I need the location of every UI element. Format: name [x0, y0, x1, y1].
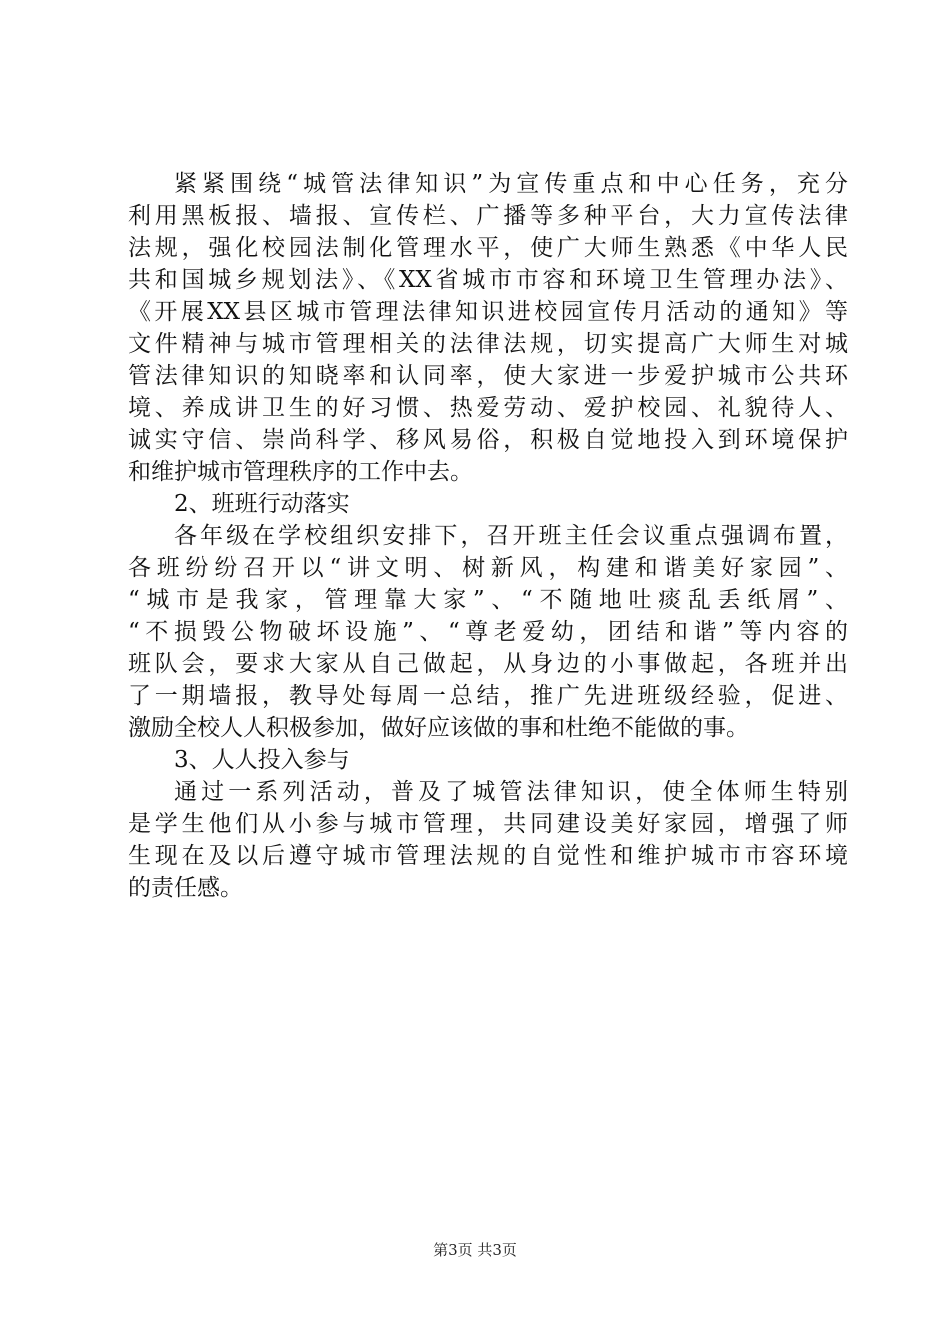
- paragraph-line: “不损毁公物破坏设施”、“尊老爱幼，团结和谐”等内容的: [128, 619, 848, 645]
- paragraph-line: 管法律知识的知晓率和认同率，使大家进一步爱护城市公共环: [128, 363, 848, 389]
- paragraph-line: 利用黑板报、墙报、宣传栏、广播等多种平台，大力宣传法律: [128, 203, 848, 229]
- paragraph-line: 通过一系列活动，普及了城管法律知识，使全体师生特别: [174, 779, 848, 805]
- paragraph-line: 各班纷纷召开以“讲文明、树新风，构建和谐美好家园”、: [128, 555, 848, 581]
- paragraph-line: 了一期墙报，教导处每周一总结，推广先进班级经验，促进、: [128, 683, 848, 709]
- document-body: [128, 168, 848, 904]
- paragraph-line: 境、养成讲卫生的好习惯、热爱劳动、爱护校园、礼貌待人、: [128, 395, 848, 421]
- section-heading: 2、班班行动落实: [174, 491, 350, 517]
- paragraph-line: 共和国城乡规划法》、《XX省城市市容和环境卫生管理办法》、: [128, 267, 848, 293]
- paragraph-line: 是学生他们从小参与城市管理，共同建设美好家园，增强了师: [128, 811, 848, 837]
- paragraph-line: 诚实守信、崇尚科学、移风易俗，积极自觉地投入到环境保护: [128, 427, 848, 453]
- paragraph-line: 和维护城市管理秩序的工作中去。: [128, 459, 473, 485]
- paragraph-line: 紧紧围绕“城管法律知识”为宣传重点和中心任务，充分: [174, 171, 848, 197]
- paragraph-line: 的责任感。: [128, 875, 243, 901]
- page-number-footer: 第3页 共3页: [433, 1241, 517, 1259]
- paragraph-line: 激励全校人人积极参加，做好应该做的事和杜绝不能做的事。: [128, 715, 749, 741]
- paragraph-line: 《开展XX县区城市管理法律知识进校园宣传月活动的通知》等: [128, 299, 848, 325]
- paragraph-line: 文件精神与城市管理相关的法律法规，切实提高广大师生对城: [128, 331, 848, 357]
- section-heading: 3、人人投入参与: [174, 747, 350, 773]
- paragraph-line: 班队会，要求大家从自己做起，从身边的小事做起，各班并出: [128, 651, 848, 677]
- paragraph-line: 生现在及以后遵守城市管理法规的自觉性和维护城市市容环境: [128, 843, 848, 869]
- paragraph-line: 法规，强化校园法制化管理水平，使广大师生熟悉《中华人民: [128, 235, 848, 261]
- paragraph-line: 各年级在学校组织安排下，召开班主任会议重点强调布置，: [174, 523, 848, 549]
- paragraph-line: “城市是我家，管理靠大家”、“不随地吐痰乱丢纸屑”、: [128, 587, 848, 613]
